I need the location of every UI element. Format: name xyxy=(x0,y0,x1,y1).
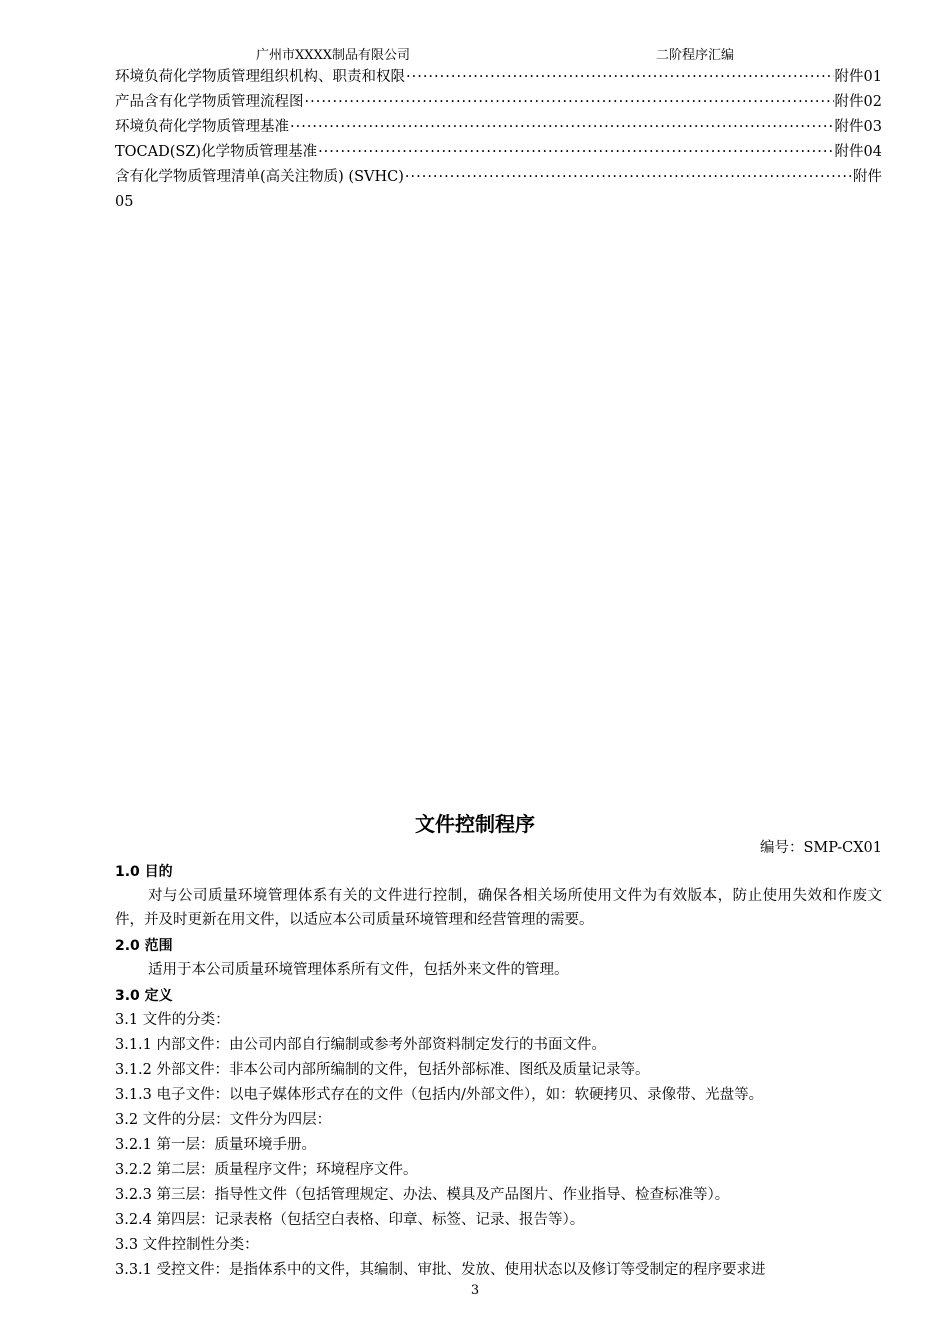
toc-entry xyxy=(115,141,882,163)
definition-line: 3.2.1 第一层：质量环境手册。 xyxy=(115,1137,317,1153)
section-paragraph: 适用于本公司质量环境管理体系所有文件，包括外来文件的管理。 xyxy=(148,962,569,978)
definition-line: 3.3 文件控制性分类： xyxy=(115,1237,259,1253)
header-doc-set: 二阶程序汇编 xyxy=(656,48,735,63)
section-heading: 1.0 目的 xyxy=(115,864,173,880)
section-paragraph: 对与公司质量环境管理体系有关的文件进行控制，确保各相关场所使用文件为有效版本，防止使用失效和作废文件，并及时更新在用文件，以适应本公司质量环境管理和经营管理的需要。 xyxy=(115,888,882,928)
toc-entry xyxy=(115,116,882,138)
section-heading: 3.0 定义 xyxy=(115,988,173,1004)
toc-entry-ref: 附件 xyxy=(853,169,882,185)
definition-line: 3.1 文件的分类： xyxy=(115,1012,230,1028)
definition-line: 3.1.3 电子文件：以电子媒体形式存在的文件（包括内/外部文件），如：软硬拷贝、录像带、光盘等。 xyxy=(115,1087,764,1103)
definition-line: 3.2 文件的分层：文件分为四层： xyxy=(115,1112,332,1128)
toc-entry-ref: 附件02 xyxy=(834,94,882,110)
toc-entry-title: 产品含有化学物质管理流程图 xyxy=(115,94,304,110)
page-number: 3 xyxy=(470,1283,480,1298)
toc-entry-ref: 附件04 xyxy=(834,144,882,160)
toc-entry xyxy=(115,66,882,88)
toc-leader xyxy=(405,166,852,188)
toc-entry-ref-continued: 05 xyxy=(115,194,134,210)
toc-entry xyxy=(115,91,882,113)
definition-line: 3.3.1 受控文件：是指体系中的文件，其编制、审批、发放、使用状态以及修订等受制定的程序要求进 xyxy=(115,1262,766,1278)
header-company: 广州市XXXX制品有限公司 xyxy=(256,48,411,63)
toc-leader xyxy=(290,116,834,138)
definition-line: 3.1.1 内部文件：由公司内部自行编制或参考外部资料制定发行的书面文件。 xyxy=(115,1037,607,1053)
definition-line: 3.2.4 第四层：记录表格（包括空白表格、印章、标签、记录、报告等）。 xyxy=(115,1212,585,1228)
toc-entry-title: 含有化学物质管理清单(高关注物质) (SVHC) xyxy=(115,169,404,185)
definition-line: 3.2.2 第二层：质量程序文件；环境程序文件。 xyxy=(115,1162,418,1178)
definition-line: 3.1.2 外部文件：非本公司内部所编制的文件，包括外部标准、图纸及质量记录等。 xyxy=(115,1062,650,1078)
toc-entry-ref: 附件03 xyxy=(834,119,882,135)
toc-leader xyxy=(406,66,834,88)
toc-entry-title: 环境负荷化学物质管理基准 xyxy=(115,119,289,135)
document-number: 编号：SMP-CX01 xyxy=(759,840,882,856)
toc-leader xyxy=(305,91,834,113)
toc-entry xyxy=(115,166,882,188)
toc-entry-title: TOCAD(SZ)化学物质管理基准 xyxy=(115,144,318,160)
page-title: 文件控制程序 xyxy=(415,812,535,836)
toc-entry-ref: 附件01 xyxy=(834,69,882,85)
toc-entry-title: 环境负荷化学物质管理组织机构、职责和权限 xyxy=(115,69,405,85)
toc-leader xyxy=(318,141,833,163)
definition-line: 3.2.3 第三层：指导性文件（包括管理规定、办法、模具及产品图片、作业指导、检查标准等）。 xyxy=(115,1187,730,1203)
section-heading: 2.0 范围 xyxy=(115,938,173,954)
